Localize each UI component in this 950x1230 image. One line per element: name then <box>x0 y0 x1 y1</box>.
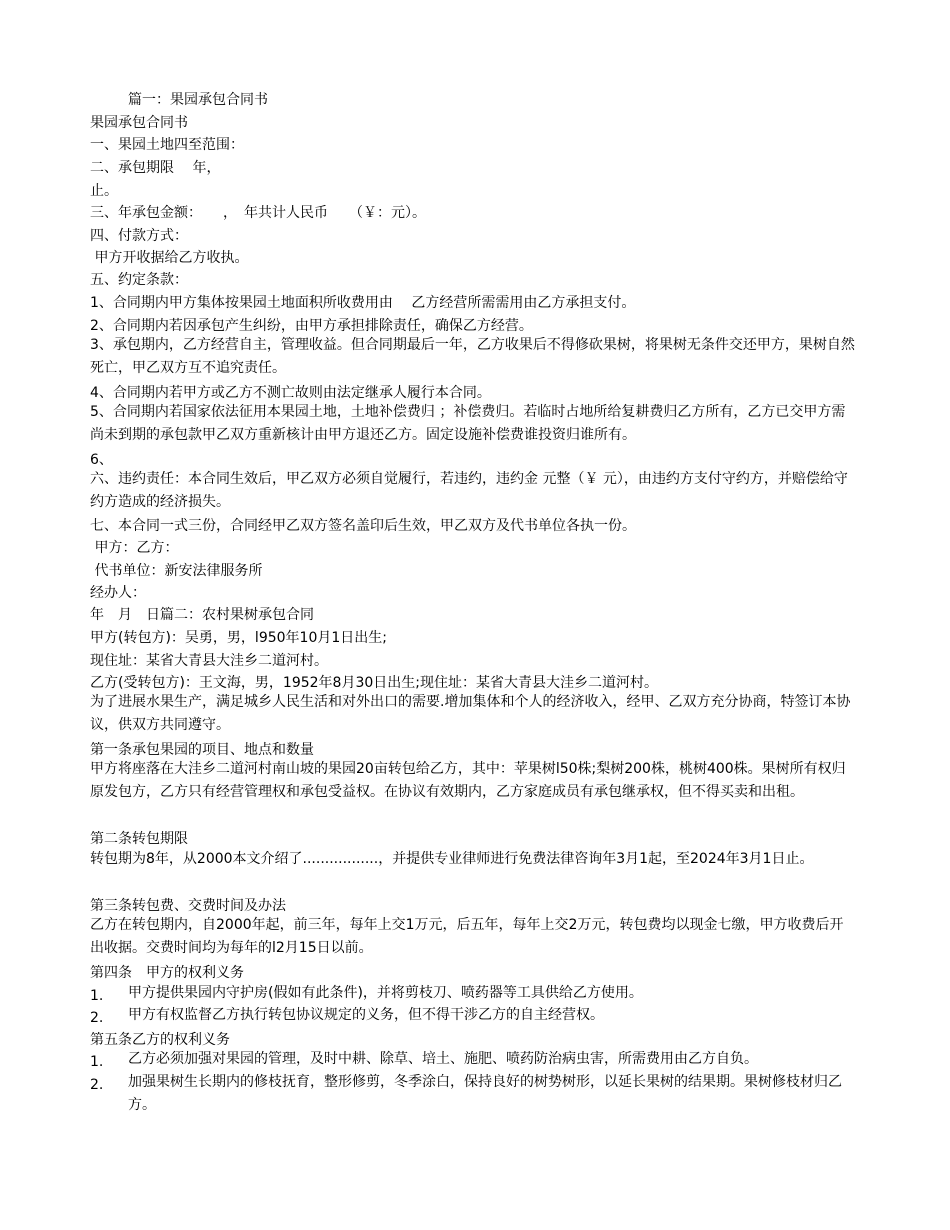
section-heading-1: 篇一：果园承包合同书 <box>128 92 268 108</box>
term-item-4: 4、合同期内若甲方或乙方不测亡故则由法定继承人履行本合同。 <box>90 385 491 401</box>
drafting-agency: 代书单位：新安法律服务所 <box>90 563 263 579</box>
term-item-3: 3、承包期内，乙方经营自主，管理收益。但合同期最后一年，乙方收果后不得修砍果树，将果树无条件交还甲方，果树自然死亡，甲乙双方互不追究责任。 <box>90 337 855 376</box>
article-1-text: 甲方将座落在大洼乡二道河村南山坡的果园20亩转包给乙方，其中：苹果树l50株;梨树200株，桃树400株。果树所有权归原发包方，乙方只有经营管理权和承包受益权。在协议有效期内，乙方家庭成员有承包继承权，但不得买卖和出租。 <box>90 761 846 800</box>
contract-title-1: 果园承包合同书 <box>90 115 188 131</box>
article-2-text: 转包期为8年，从2000本文介绍了.................，并提供专业律师进行免费法律咨询年3月1起，至2024年3月1日止。 <box>90 851 814 867</box>
list-item-number: 1. <box>90 1054 104 1070</box>
term-item-1: 1、合同期内甲方集体按果园土地面积所收费用由 乙方经营所需需用由乙方承担支付。 <box>90 295 636 311</box>
list-item: 乙方必须加强对果园的管理，及时中耕、除草、培土、施肥、喷药防治病虫害，所需费用由乙方自负。 <box>128 1051 758 1067</box>
clause-copies: 七、本合同一式三份，合同经甲乙双方签名盖印后生效，甲乙双方及代书单位各执一份。 <box>90 518 636 534</box>
list-item: 甲方有权监督乙方执行转包协议规定的义务，但不得干涉乙方的自主经营权。 <box>128 1007 604 1023</box>
clause-agreed-terms: 五、约定条款： <box>90 272 188 288</box>
article-3-text: 乙方在转包期内，自2000年起，前三年，每年上交1万元，后五年，每年上交2万元，转包费均以现金七缴，甲方收费后开出收据。交费时间均为每年的l2月15日以前。 <box>90 917 844 956</box>
clause-annual-amount: 三、年承包金额： ， 年共计人民币 （￥：元）。 <box>90 205 426 221</box>
clause-payment-method: 四、付款方式： <box>90 228 188 244</box>
list-item-number: 2. <box>90 1010 104 1026</box>
term-item-2: 2、合同期内若因承包产生纠纷，由甲方承担排除责任，确保乙方经营。 <box>90 318 533 334</box>
article-1-title: 第一条承包果园的项目、地点和数量 <box>90 742 314 758</box>
list-item: 甲方提供果园内守护房(假如有此条件)，并将剪枝刀、喷药器等工具供给乙方使用。 <box>128 985 643 1001</box>
intro-paragraph: 为了进展水果生产，满足城乡人民生活和对外出口的需要.增加集体和个人的经济收入，经甲、乙双方充分协商，特签订本协议，供双方共同遵守。 <box>90 694 851 733</box>
clause-boundary: 一、果园土地四至范围： <box>90 137 244 153</box>
clause-breach: 六、违约责任：本合同生效后，甲乙双方必须自觉履行，若违约，违约金 元整（￥ 元），由违约方支付守约方，并赔偿给守约方造成的经济损失。 <box>90 471 848 510</box>
party-a-address: 现住址：某省大青县大洼乡二道河村。 <box>90 653 328 669</box>
article-4-title: 第四条 甲方的权利义务 <box>90 965 244 981</box>
list-item-number: 2. <box>90 1077 104 1093</box>
clause-term-end: 止。 <box>90 183 118 199</box>
clause-term: 二、承包期限 年， <box>90 160 221 176</box>
date-and-section-heading-2: 年 月 日篇二：农村果树承包合同 <box>90 607 314 623</box>
term-item-6: 6、 <box>90 452 113 468</box>
term-item-5: 5、合同期内若国家依法征用本果园土地，土地补偿费归 ；补偿费归。若临时占地所给复耕费归乙方所有，乙方已交甲方需尚未到期的承包款甲乙双方重新核计由甲方退还乙方。固定设施补偿费谁投资归谁所有。 <box>90 404 846 443</box>
article-5-title: 第五条乙方的权利义务 <box>90 1032 230 1048</box>
article-3-title: 第三条转包费、交费时间及办法 <box>90 898 286 914</box>
article-2-title: 第二条转包期限 <box>90 831 188 847</box>
list-item: 加强果树生长期内的修枝抚育，整形修剪，冬季涂白，保持良好的树势树形，以延长果树的结果期。果树修枝材归乙方。 <box>128 1074 842 1113</box>
party-b-line: 乙方(受转包方)：王文海，男，1952年8月30日出生;现住址：某省大青县大洼乡二道河村。 <box>90 675 658 691</box>
party-a-line: 甲方(转包方)：吴勇，男，l950年10月1日出生; <box>90 630 387 646</box>
signature-parties: 甲方：乙方： <box>90 540 179 556</box>
clause-payment-receipt: 甲方开收据给乙方收执。 <box>90 250 249 266</box>
handler-line: 经办人： <box>90 585 146 601</box>
list-item-number: 1. <box>90 988 104 1004</box>
